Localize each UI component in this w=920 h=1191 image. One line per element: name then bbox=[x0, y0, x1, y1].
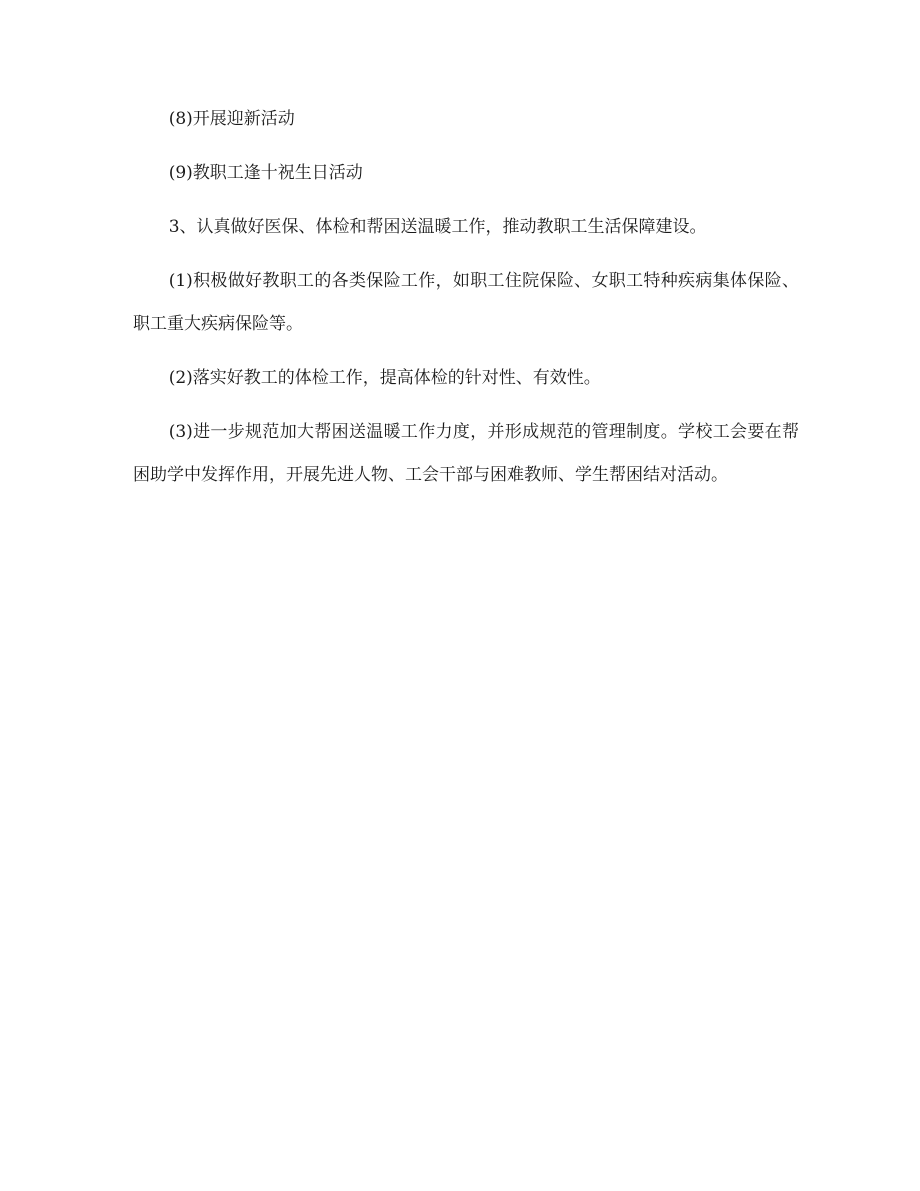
paragraph-subitem-2: (2)落实好教工的体检工作，提高体检的针对性、有效性。 bbox=[168, 368, 601, 388]
paragraph-item-8: (8)开展迎新活动 bbox=[168, 109, 295, 129]
paragraph-subitem-1: (1)积极做好教职工的各类保险工作，如职工住院保险、女职工特种疾病集体保险、职工重大疾病保险等。 bbox=[133, 271, 799, 334]
paragraph-subitem-3: (3)进一步规范加大帮困送温暖工作力度，并形成规范的管理制度。学校工会要在帮困助学中发挥作用，开展先进人物、工会干部与困难教师、学生帮困结对活动。 bbox=[133, 422, 799, 485]
document-body bbox=[133, 98, 799, 508]
paragraph-section-3: 3、认真做好医保、体检和帮困送温暖工作，推动教职工生活保障建设。 bbox=[168, 217, 707, 237]
paragraph-item-9: (9)教职工逢十祝生日活动 bbox=[168, 163, 363, 183]
